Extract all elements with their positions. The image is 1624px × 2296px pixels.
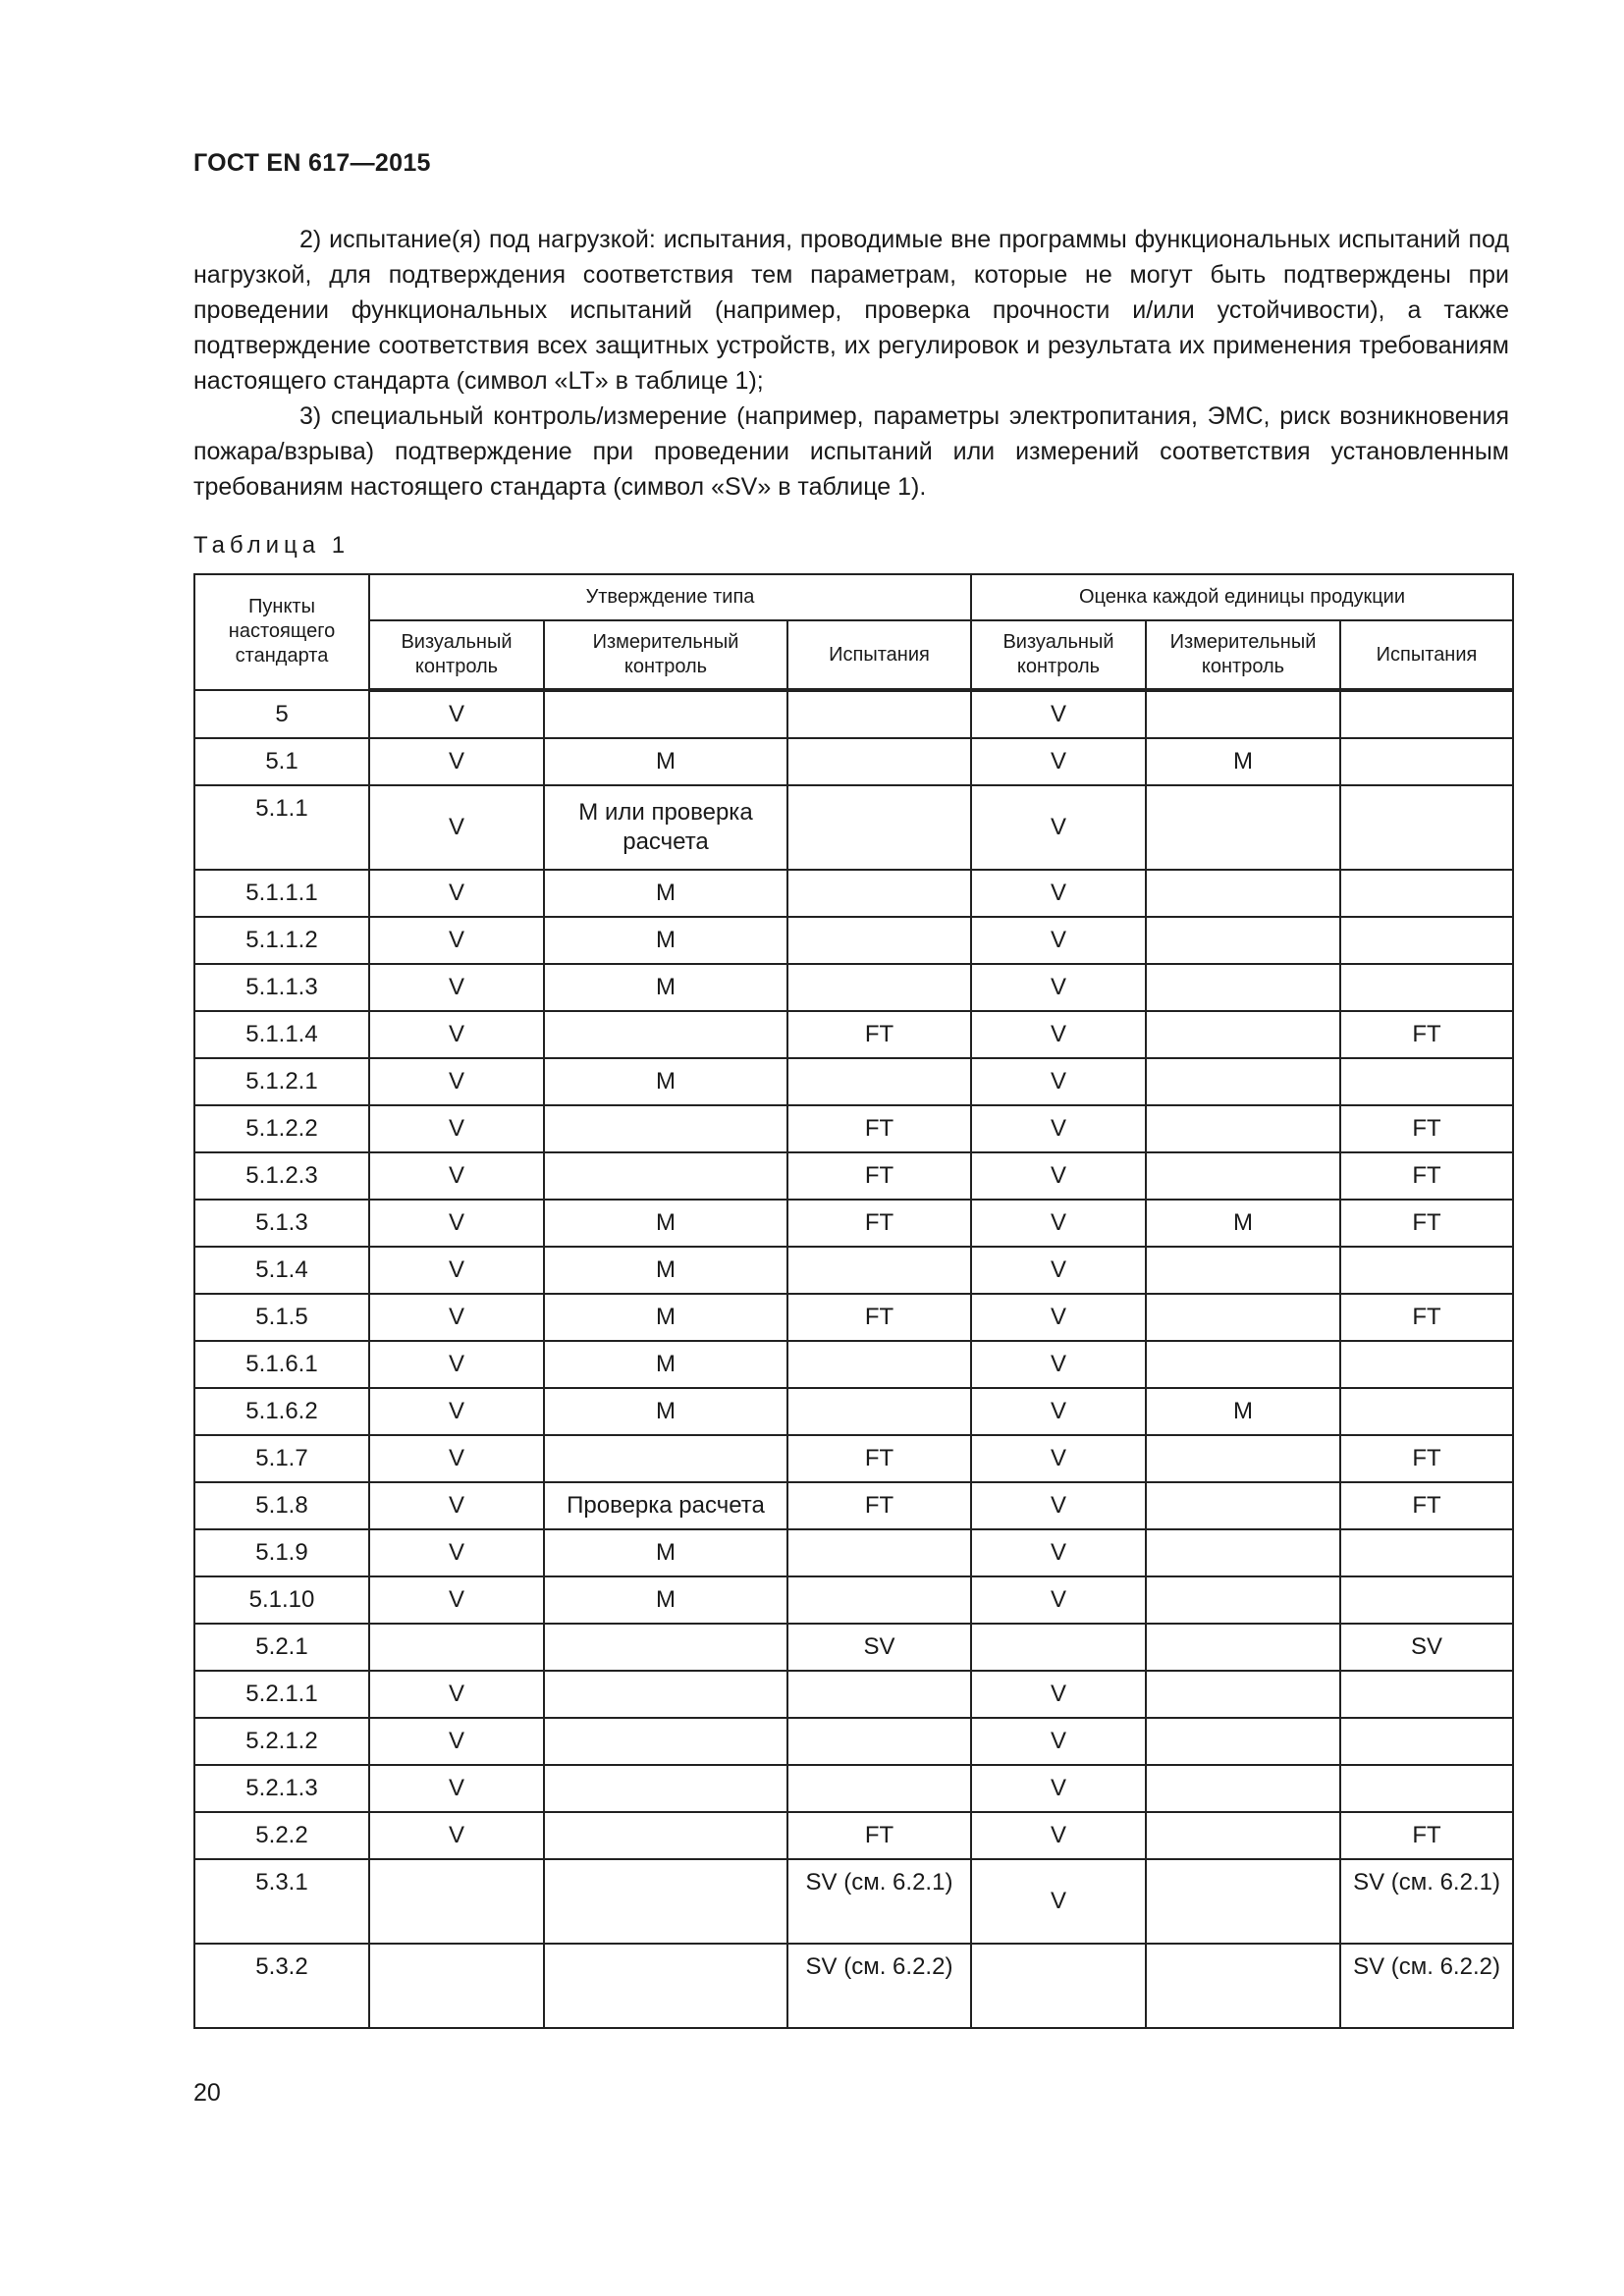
cell-clause: 5.1.1.4 <box>194 1011 369 1058</box>
cell-unit-visual: V <box>971 1765 1146 1812</box>
header-clauses: Пункты настоящего стандарта <box>194 574 369 690</box>
cell-unit-tests: FT <box>1340 1294 1513 1341</box>
verification-table <box>193 573 1514 2029</box>
cell-clause: 5.1.1 <box>194 785 369 870</box>
cell-ta-visual <box>369 1624 544 1671</box>
cell-unit-tests: FT <box>1340 1482 1513 1529</box>
cell-clause: 5.1.6.1 <box>194 1341 369 1388</box>
cell-unit-measuring <box>1146 1105 1340 1152</box>
cell-clause: 5.2.1.1 <box>194 1671 369 1718</box>
cell-ta-measuring <box>544 1152 787 1200</box>
cell-ta-tests <box>787 1058 971 1105</box>
cell-ta-visual: V <box>369 1529 544 1576</box>
cell-ta-tests: FT <box>787 1105 971 1152</box>
table-row <box>194 1671 1513 1718</box>
cell-unit-visual: V <box>971 1294 1146 1341</box>
cell-ta-tests <box>787 1247 971 1294</box>
cell-unit-tests <box>1340 1576 1513 1624</box>
cell-ta-visual: V <box>369 1765 544 1812</box>
table-row <box>194 690 1513 738</box>
cell-ta-measuring <box>544 1435 787 1482</box>
cell-ta-measuring: M <box>544 1576 787 1624</box>
cell-ta-tests <box>787 964 971 1011</box>
cell-unit-measuring <box>1146 1058 1340 1105</box>
cell-ta-measuring <box>544 1859 787 1944</box>
cell-unit-visual: V <box>971 1718 1146 1765</box>
cell-unit-measuring <box>1146 1812 1340 1859</box>
cell-unit-visual: V <box>971 1388 1146 1435</box>
table-row <box>194 964 1513 1011</box>
cell-ta-tests <box>787 690 971 738</box>
cell-ta-measuring: Проверка расчета <box>544 1482 787 1529</box>
cell-unit-visual: V <box>971 917 1146 964</box>
cell-ta-tests: SV (см. 6.2.1) <box>787 1859 971 1944</box>
cell-ta-measuring <box>544 1765 787 1812</box>
cell-ta-measuring: M <box>544 738 787 785</box>
cell-unit-visual: V <box>971 1105 1146 1152</box>
cell-ta-visual: V <box>369 1812 544 1859</box>
table-row <box>194 1152 1513 1200</box>
cell-unit-measuring <box>1146 1944 1340 2028</box>
cell-unit-tests: FT <box>1340 1812 1513 1859</box>
cell-unit-measuring <box>1146 1152 1340 1200</box>
cell-unit-visual: V <box>971 1341 1146 1388</box>
cell-ta-visual: V <box>369 870 544 917</box>
cell-ta-visual <box>369 1859 544 1944</box>
cell-ta-visual: V <box>369 785 544 870</box>
cell-ta-visual: V <box>369 1388 544 1435</box>
cell-unit-tests <box>1340 1718 1513 1765</box>
cell-ta-visual: V <box>369 1718 544 1765</box>
table-row <box>194 1812 1513 1859</box>
cell-unit-tests: FT <box>1340 1105 1513 1152</box>
table-row <box>194 1058 1513 1105</box>
cell-ta-visual: V <box>369 1671 544 1718</box>
cell-ta-measuring <box>544 1671 787 1718</box>
cell-unit-visual: V <box>971 1247 1146 1294</box>
cell-unit-measuring: M <box>1146 1200 1340 1247</box>
cell-ta-visual: V <box>369 1341 544 1388</box>
cell-unit-tests <box>1340 1529 1513 1576</box>
header-tests-2: Испытания <box>1340 620 1513 690</box>
cell-ta-tests: FT <box>787 1294 971 1341</box>
cell-unit-visual <box>971 1944 1146 2028</box>
cell-unit-tests: FT <box>1340 1435 1513 1482</box>
cell-unit-measuring <box>1146 785 1340 870</box>
cell-ta-measuring: M <box>544 1341 787 1388</box>
cell-ta-tests: FT <box>787 1152 971 1200</box>
table-row <box>194 1529 1513 1576</box>
cell-unit-visual: V <box>971 785 1146 870</box>
cell-clause: 5.1.8 <box>194 1482 369 1529</box>
table-row <box>194 738 1513 785</box>
cell-unit-measuring <box>1146 1859 1340 1944</box>
cell-clause: 5.1.5 <box>194 1294 369 1341</box>
cell-ta-measuring <box>544 690 787 738</box>
cell-clause: 5.1.1.2 <box>194 917 369 964</box>
header-visual-2: Визуальный контроль <box>971 620 1146 690</box>
cell-ta-tests <box>787 1341 971 1388</box>
cell-ta-tests: SV (см. 6.2.2) <box>787 1944 971 2028</box>
cell-ta-tests <box>787 1529 971 1576</box>
cell-unit-measuring <box>1146 964 1340 1011</box>
cell-clause: 5.1.6.2 <box>194 1388 369 1435</box>
cell-unit-visual: V <box>971 1435 1146 1482</box>
cell-ta-measuring: M <box>544 1529 787 1576</box>
cell-unit-tests <box>1340 1388 1513 1435</box>
cell-ta-measuring: M <box>544 917 787 964</box>
cell-ta-measuring <box>544 1718 787 1765</box>
cell-unit-measuring <box>1146 1624 1340 1671</box>
table-body <box>194 690 1513 2028</box>
header-each-unit: Оценка каждой единицы продукции <box>971 574 1513 620</box>
cell-ta-visual: V <box>369 1105 544 1152</box>
cell-unit-visual: V <box>971 1576 1146 1624</box>
cell-ta-tests <box>787 917 971 964</box>
cell-clause: 5.1.3 <box>194 1200 369 1247</box>
cell-unit-tests: SV (см. 6.2.2) <box>1340 1944 1513 2028</box>
cell-ta-visual: V <box>369 1200 544 1247</box>
page-number: 20 <box>193 2079 221 2107</box>
table-row <box>194 1105 1513 1152</box>
table-row <box>194 1718 1513 1765</box>
table-row <box>194 870 1513 917</box>
cell-unit-measuring <box>1146 917 1340 964</box>
table-row <box>194 785 1513 870</box>
cell-unit-measuring <box>1146 1671 1340 1718</box>
cell-unit-visual: V <box>971 1529 1146 1576</box>
cell-unit-visual: V <box>971 738 1146 785</box>
cell-unit-tests: FT <box>1340 1011 1513 1058</box>
cell-unit-tests: FT <box>1340 1152 1513 1200</box>
cell-unit-measuring <box>1146 1482 1340 1529</box>
cell-unit-measuring <box>1146 1247 1340 1294</box>
cell-ta-tests: FT <box>787 1435 971 1482</box>
cell-clause: 5.1.1.1 <box>194 870 369 917</box>
cell-ta-visual: V <box>369 964 544 1011</box>
cell-unit-visual: V <box>971 1482 1146 1529</box>
table-row <box>194 917 1513 964</box>
cell-ta-visual: V <box>369 917 544 964</box>
cell-unit-tests <box>1340 1247 1513 1294</box>
cell-ta-tests <box>787 1388 971 1435</box>
cell-unit-measuring: M <box>1146 1388 1340 1435</box>
cell-ta-visual: V <box>369 1294 544 1341</box>
cell-ta-tests <box>787 738 971 785</box>
cell-ta-visual: V <box>369 1576 544 1624</box>
cell-ta-tests <box>787 1671 971 1718</box>
cell-unit-visual: V <box>971 1859 1146 1944</box>
cell-ta-visual: V <box>369 1152 544 1200</box>
body-text <box>193 222 1509 505</box>
cell-clause: 5.2.1.3 <box>194 1765 369 1812</box>
cell-unit-measuring <box>1146 1718 1340 1765</box>
header-type-approval: Утверждение типа <box>369 574 971 620</box>
cell-ta-visual: V <box>369 690 544 738</box>
cell-unit-tests <box>1340 690 1513 738</box>
cell-unit-visual: V <box>971 1200 1146 1247</box>
table-row <box>194 1011 1513 1058</box>
table-row <box>194 1341 1513 1388</box>
cell-unit-measuring <box>1146 1341 1340 1388</box>
cell-clause: 5.2.1.2 <box>194 1718 369 1765</box>
cell-clause: 5.2.1 <box>194 1624 369 1671</box>
table-row <box>194 1859 1513 1944</box>
cell-unit-tests <box>1340 1058 1513 1105</box>
table-row <box>194 1435 1513 1482</box>
cell-ta-visual: V <box>369 1435 544 1482</box>
cell-clause: 5.1.2.3 <box>194 1152 369 1200</box>
cell-ta-measuring: M <box>544 1200 787 1247</box>
cell-unit-visual: V <box>971 1812 1146 1859</box>
table-row <box>194 1247 1513 1294</box>
cell-clause: 5.1.4 <box>194 1247 369 1294</box>
cell-ta-measuring: M <box>544 964 787 1011</box>
paragraph-load-tests: 2) испытание(я) под нагрузкой: испытания, проводимые вне программы функциональных испытаний под нагрузкой, для подтверждения соответствия тем параметрам, которые не могут быть подтверждены при проведении функциональных испытаний (например, проверка прочности и/или устойчивости), а также подтверждение соответствия всех защитных устройств, их регулировок и результата их применения требованиям настоящего стандарта (символ «LT» в таблице 1); <box>193 226 1509 395</box>
cell-unit-measuring <box>1146 1576 1340 1624</box>
cell-ta-tests <box>787 785 971 870</box>
cell-clause: 5.1.2.1 <box>194 1058 369 1105</box>
table-row <box>194 1765 1513 1812</box>
cell-ta-visual: V <box>369 1058 544 1105</box>
cell-unit-measuring <box>1146 1011 1340 1058</box>
header-visual-1: Визуальный контроль <box>369 620 544 690</box>
cell-ta-measuring: M или проверка расчета <box>544 785 787 870</box>
cell-ta-tests: FT <box>787 1011 971 1058</box>
cell-unit-visual: V <box>971 1058 1146 1105</box>
cell-clause: 5 <box>194 690 369 738</box>
cell-unit-tests <box>1340 1341 1513 1388</box>
cell-ta-measuring <box>544 1105 787 1152</box>
cell-clause: 5.2.2 <box>194 1812 369 1859</box>
table-row <box>194 1200 1513 1247</box>
cell-unit-tests: SV <box>1340 1624 1513 1671</box>
cell-ta-measuring: M <box>544 1247 787 1294</box>
cell-clause: 5.1 <box>194 738 369 785</box>
cell-unit-tests <box>1340 1765 1513 1812</box>
cell-unit-visual: V <box>971 870 1146 917</box>
cell-ta-measuring: M <box>544 870 787 917</box>
cell-clause: 5.1.7 <box>194 1435 369 1482</box>
cell-unit-measuring: M <box>1146 738 1340 785</box>
cell-ta-tests: FT <box>787 1812 971 1859</box>
cell-ta-tests <box>787 1576 971 1624</box>
cell-clause: 5.1.2.2 <box>194 1105 369 1152</box>
cell-unit-visual: V <box>971 690 1146 738</box>
cell-unit-measuring <box>1146 870 1340 917</box>
cell-unit-tests <box>1340 785 1513 870</box>
cell-unit-tests: FT <box>1340 1200 1513 1247</box>
cell-unit-visual: V <box>971 1152 1146 1200</box>
cell-unit-measuring <box>1146 1529 1340 1576</box>
cell-ta-tests <box>787 870 971 917</box>
table-row <box>194 1482 1513 1529</box>
cell-ta-visual: V <box>369 1247 544 1294</box>
cell-ta-tests: FT <box>787 1482 971 1529</box>
table-row <box>194 1576 1513 1624</box>
cell-clause: 5.1.9 <box>194 1529 369 1576</box>
cell-ta-measuring <box>544 1624 787 1671</box>
paragraph-special-control: 3) специальный контроль/измерение (например, параметры электропитания, ЭМС, риск возникновения пожара/взрыва) подтверждение при проведении испытаний или измерений соответствия установленным требованиям настоящего стандарта (символ «SV» в таблице 1). <box>193 402 1509 501</box>
cell-unit-tests <box>1340 964 1513 1011</box>
cell-unit-measuring <box>1146 690 1340 738</box>
cell-ta-visual: V <box>369 1011 544 1058</box>
cell-ta-visual: V <box>369 1482 544 1529</box>
table-row <box>194 1294 1513 1341</box>
cell-ta-measuring <box>544 1944 787 2028</box>
cell-ta-tests <box>787 1765 971 1812</box>
table-row <box>194 1388 1513 1435</box>
table-caption: Таблица 1 <box>193 532 351 559</box>
cell-unit-tests <box>1340 1671 1513 1718</box>
cell-unit-visual: V <box>971 1011 1146 1058</box>
cell-ta-visual <box>369 1944 544 2028</box>
cell-unit-tests <box>1340 917 1513 964</box>
table-row <box>194 1944 1513 2028</box>
cell-ta-tests: FT <box>787 1200 971 1247</box>
cell-clause: 5.1.10 <box>194 1576 369 1624</box>
cell-clause: 5.3.1 <box>194 1859 369 1944</box>
cell-unit-tests <box>1340 738 1513 785</box>
header-measuring-1: Измерительный контроль <box>544 620 787 690</box>
cell-clause: 5.1.1.3 <box>194 964 369 1011</box>
cell-unit-tests: SV (см. 6.2.1) <box>1340 1859 1513 1944</box>
cell-unit-measuring <box>1146 1435 1340 1482</box>
cell-ta-tests <box>787 1718 971 1765</box>
cell-unit-visual <box>971 1624 1146 1671</box>
header-measuring-2: Измерительный контроль <box>1146 620 1340 690</box>
cell-ta-measuring: M <box>544 1058 787 1105</box>
cell-unit-visual: V <box>971 964 1146 1011</box>
cell-unit-visual: V <box>971 1671 1146 1718</box>
cell-ta-visual: V <box>369 738 544 785</box>
header-tests-1: Испытания <box>787 620 971 690</box>
cell-ta-measuring <box>544 1812 787 1859</box>
cell-clause: 5.3.2 <box>194 1944 369 2028</box>
document-header: ГОСТ EN 617—2015 <box>193 149 431 177</box>
cell-unit-measuring <box>1146 1765 1340 1812</box>
cell-ta-measuring: M <box>544 1294 787 1341</box>
cell-ta-tests: SV <box>787 1624 971 1671</box>
cell-unit-tests <box>1340 870 1513 917</box>
cell-ta-measuring <box>544 1011 787 1058</box>
cell-unit-measuring <box>1146 1294 1340 1341</box>
table-row <box>194 1624 1513 1671</box>
cell-ta-measuring: M <box>544 1388 787 1435</box>
